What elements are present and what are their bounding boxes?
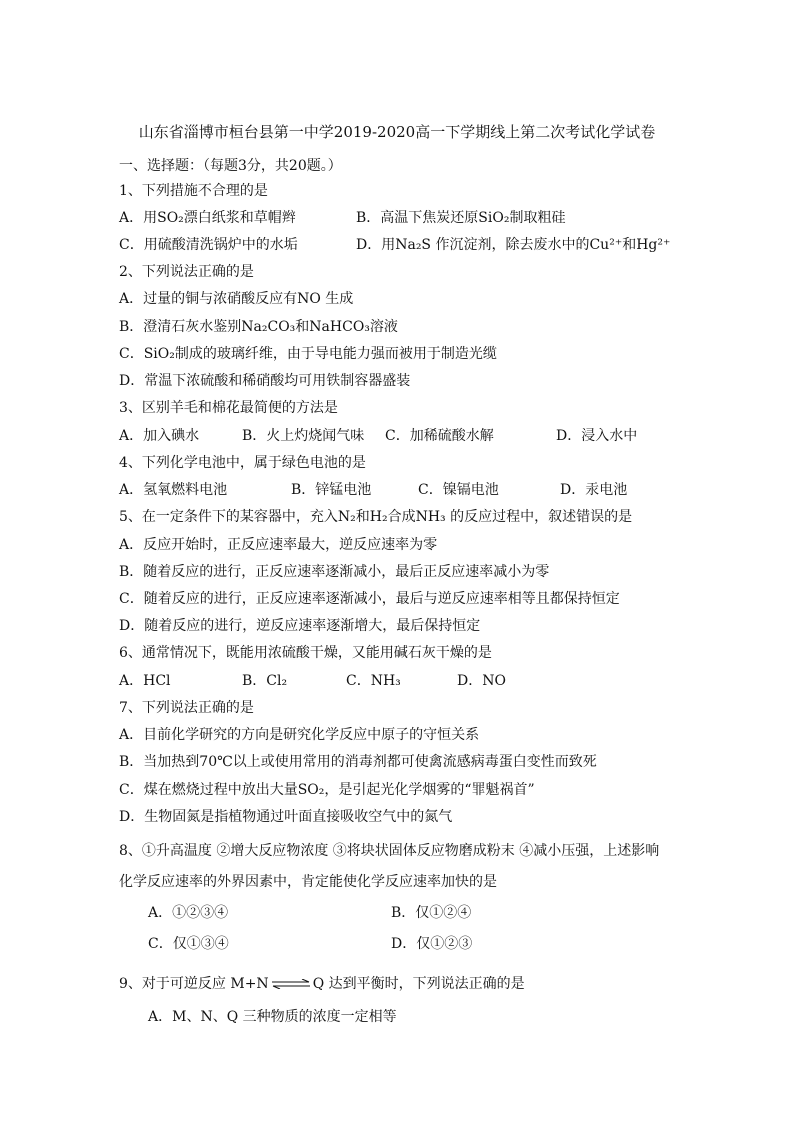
question-1-option-c: C．用硫酸清洗锅炉中的水垢 [119,237,298,253]
question-6-option-b: B．Cl₂ [242,673,288,689]
question-4-stem: 4、下列化学电池中，属于绿色电池的是 [119,455,366,471]
question-6-stem: 6、通常情况下，既能用浓硫酸干燥，又能用碱石灰干燥的是 [119,645,492,661]
question-7-stem: 7、下列说法正确的是 [119,700,254,716]
question-1-option-b: B．高温下焦炭还原SiO₂制取粗硅 [356,210,566,226]
question-7-option-b: B．当加热到70℃以上或使用常用的消毒剂都可使禽流感病毒蛋白变性而致死 [119,754,597,770]
question-4-option-c: C．镍镉电池 [418,482,499,498]
question-7-option-a: A．目前化学研究的方向是研究化学反应中原子的守恒关系 [119,727,480,743]
question-3-option-d: D．浸入水中 [556,428,638,444]
question-9-stem-suffix: Q 达到平衡时，下列说法正确的是 [312,976,525,992]
question-9-option-a: A．M、N、Q 三种物质的浓度一定相等 [148,1009,397,1025]
question-1-stem: 1、下列措施不合理的是 [119,183,268,199]
question-6-option-c: C．NH₃ [346,673,401,689]
question-2-option-c: C．SiO₂制成的玻璃纤维，由于导电能力强而被用于制造光缆 [119,346,497,362]
question-4-option-b: B．锌锰电池 [291,482,372,498]
question-5-option-a: A．反应开始时，正反应速率最大，逆反应速率为零 [119,537,438,553]
page-title: 山东省淄博市桓台县第一中学2019-2020高一下学期线上第二次考试化学试卷 [138,123,656,141]
question-5-option-b: B．随着反应的进行，正反应速率逐渐减小，最后正反应速率减小为零 [119,564,550,580]
question-7-option-c: C．煤在燃烧过程中放出大量SO₂，是引起光化学烟雾的“罪魁祸首” [119,782,535,798]
question-7-option-d: D．生物固氮是指植物通过叶面直接吸收空气中的氮气 [119,809,453,825]
question-2-option-a: A．过量的铜与浓硝酸反应有NO 生成 [119,291,354,307]
question-4-option-a: A．氢氧燃料电池 [119,482,228,498]
question-6-option-d: D．NO [457,673,506,689]
question-5-option-c: C．随着反应的进行，正反应速率逐渐减小，最后与逆反应速率相等且都保持恒定 [119,591,620,607]
question-3-option-a: A．加入碘水 [119,428,200,444]
question-2-stem: 2、下列说法正确的是 [119,264,254,280]
question-6-option-a: A．HCl [119,673,171,689]
question-8-stem-line-2: 化学反应速率的外界因素中，肯定能使化学反应速率加快的是 [119,874,497,890]
question-3-stem: 3、区别羊毛和棉花最简便的方法是 [119,400,338,416]
question-8-option-a: A．①②③④ [148,905,229,921]
question-9-stem-prefix: 9、对于可逆反应 M+N [119,976,269,992]
question-2-option-d: D．常温下浓硫酸和稀硝酸均可用铁制容器盛装 [119,373,411,389]
question-8-stem-line-1: 8、①升高温度 ②增大反应物浓度 ③将块状固体反应物磨成粉末 ④减小压强，上述影响 [119,843,660,859]
section-heading: 一、选择题：（每题3分，共20题。） [119,158,342,174]
question-9-stem [119,975,525,993]
question-2-option-b: B．澄清石灰水鉴别Na₂CO₃和NaHCO₃溶液 [119,319,398,335]
question-5-option-d: D．随着反应的进行，逆反应速率逐渐增大，最后保持恒定 [119,618,481,634]
question-3-option-b: B．火上灼烧闻气味 [242,428,365,444]
question-1-option-d: D．用Na₂S 作沉淀剂，除去废水中的Cu²⁺和Hg²⁺ [356,237,671,253]
question-8-option-d: D．仅①②③ [391,936,473,952]
question-4-option-d: D．汞电池 [560,482,628,498]
question-3-option-c: C．加稀硫酸水解 [385,428,494,444]
question-1-option-a: A．用SO₂漂白纸浆和草帽辫 [119,210,296,226]
equilibrium-arrow-icon [271,979,311,989]
question-5-stem: 5、在一定条件下的某容器中，充入N₂和H₂合成NH₃ 的反应过程中，叙述错误的是 [119,509,633,525]
question-8-option-b: B．仅①②④ [391,905,472,921]
question-8-option-c: C．仅①③④ [148,936,229,952]
